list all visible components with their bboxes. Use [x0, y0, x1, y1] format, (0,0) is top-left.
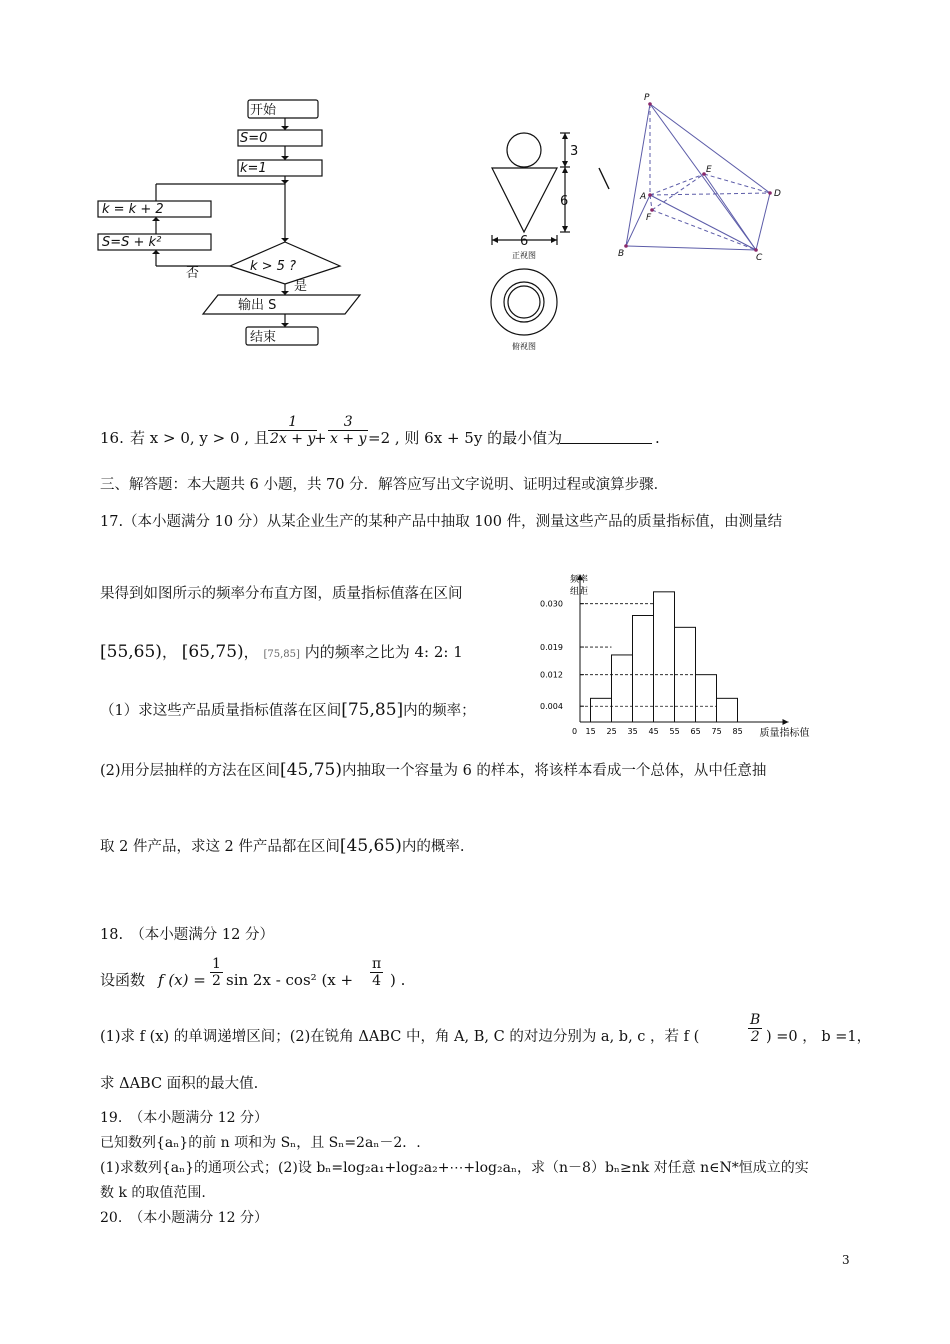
x-axis-label: 质量指标值 — [759, 728, 810, 739]
q17-part2-b: 内抽取一个容量为 6 的样本，将该样本看成一个总体，从中任意抽 — [341, 763, 767, 779]
x-tick-label: 65 — [690, 727, 701, 736]
q17-interval-3: [75,85] — [263, 649, 300, 660]
x-tick-label: 45 — [648, 727, 659, 736]
q18-part1 — [100, 1012, 872, 1062]
q17-part2-interval: [45,75) — [280, 760, 342, 780]
dim-side: 6 — [560, 194, 569, 209]
y-label-bottom: 组距 — [570, 587, 589, 597]
histogram-bar — [612, 655, 633, 722]
q16-plus: + — [314, 429, 327, 447]
q17-ratio-text: 内的频率之比为 — [304, 643, 410, 661]
histogram-bar — [717, 698, 738, 722]
q19-line2: (1)求数列{aₙ}的通项公式；(2)设 bₙ=log₂a₁+log₂a₂+⋯+log₂aₙ，求（n－8）bₙ≥nk 对任意 n∈N*恒成立的实 — [100, 1160, 809, 1176]
q17-part3-b: 内的概率. — [401, 839, 465, 855]
q17-part2 — [100, 760, 766, 781]
flow-no: 否 — [186, 266, 200, 281]
q16-eq: =2 , 则 6x + 5y 的最小值为 — [368, 429, 563, 447]
q18-part2: 求 ΔABC 面积的最大值. — [100, 1076, 259, 1092]
top-view-label: 俯视图 — [512, 342, 536, 351]
q16-answer-blank[interactable] — [560, 429, 652, 444]
q16-num: 16. — [100, 429, 124, 447]
q17-part1-b: 内的频率； — [403, 703, 476, 719]
q18-def-a: 设函数 — [100, 971, 146, 989]
frequency-histogram — [535, 570, 825, 745]
dim-bottom: 6 — [520, 234, 529, 249]
three-view-figure — [480, 125, 590, 355]
q19-title: 19. （本小题满分 12 分） — [100, 1110, 268, 1126]
flow-k-init: k=1 — [240, 161, 267, 176]
q17-part3 — [100, 836, 464, 857]
pyramid-figure — [612, 88, 792, 263]
vertex-e: E — [706, 165, 712, 175]
x-tick-label: 85 — [732, 727, 743, 736]
q19-line1: 已知数列{aₙ}的前 n 项和为 Sₙ，且 Sₙ=2aₙ－2．. — [100, 1135, 421, 1151]
vertex-f: F — [646, 213, 652, 223]
q17-line3: [55,65)， [65,75)， [75,85] 内的频率之比为 4: 2: 1 — [100, 642, 463, 662]
section-3-heading: 三、解答题：本大题共 6 小题，共 70 分．解答应写出文字说明、证明过程或演算步骤． — [100, 477, 669, 493]
q18-def-f: f (x) = — [158, 971, 206, 989]
vertex-c: C — [756, 253, 763, 263]
q16-cond: 若 x > 0, y > 0 , 且 — [130, 429, 269, 447]
q18-title: 18. （本小题满分 12 分） — [100, 927, 274, 943]
q19-line3: 数 k 的取值范围. — [100, 1185, 206, 1201]
x-axis-arrow — [783, 719, 789, 725]
x-tick-label: 15 — [585, 727, 596, 736]
flow-end: 结束 — [250, 330, 277, 345]
q17-interval-1: [55,65) — [100, 642, 162, 662]
y-tick-label: 0.019 — [540, 643, 563, 653]
q17-part3-a: 取 2 件产品，求这 2 件产品都在区间 — [100, 839, 340, 855]
histogram-bar — [654, 592, 675, 722]
q18-frac-b2: B 2 — [750, 1012, 761, 1045]
q17-line2: 果得到如图所示的频率分布直方图，质量指标值落在区间 — [100, 586, 463, 602]
histogram-bar — [591, 698, 612, 722]
flow-output: 输出 S — [238, 298, 277, 313]
x-tick-label: 55 — [669, 727, 680, 736]
x-tick-label: 75 — [711, 727, 722, 736]
q18-frac-half: 1 2 — [212, 956, 221, 989]
q18-part1-text: (1)求 f (x) 的单调递增区间；(2)在锐角 ΔABC 中，角 A, B, C 的对边分别为 a, b, c ，若 f ( — [100, 1029, 700, 1045]
q18-def-b: sin 2x - cos² (x + — [226, 971, 354, 989]
vertex-a: A — [640, 192, 647, 202]
page-number: 3 — [842, 1253, 850, 1267]
y-tick-label: 0.030 — [540, 599, 563, 609]
flow-s-init: S=0 — [240, 131, 268, 146]
q16 — [100, 414, 800, 468]
y-tick-label: 0.004 — [540, 702, 563, 712]
q17-part3-interval: [45,65) — [339, 836, 402, 856]
q16-frac2: 3 x + y — [330, 414, 367, 447]
q17-line1: 17.（本小题满分 10 分）从某企业生产的某种产品中抽取 100 件，测量这些产品的质量指标值，由测量结 — [100, 514, 783, 530]
q16-end: . — [655, 429, 660, 447]
q18-frac-pi: π 4 — [372, 956, 382, 989]
front-view-label: 正视图 — [512, 251, 536, 260]
q17-ratio: 4: 2: 1 — [414, 643, 463, 661]
x-tick-label: 25 — [606, 727, 617, 736]
x-origin-label: 0 — [572, 727, 578, 736]
flow-condition: k > 5 ? — [250, 259, 296, 274]
q18-def-c: ) . — [390, 971, 406, 989]
q17-interval-2: [65,75) — [181, 642, 244, 662]
q17-part1 — [100, 700, 476, 721]
q18-def — [100, 956, 800, 1006]
q16-frac1: 1 2x + y — [270, 414, 316, 447]
flow-start: 开始 — [250, 103, 277, 118]
flow-s-update: S=S + k² — [102, 235, 162, 250]
q20-title: 20. （本小题满分 12 分） — [100, 1210, 268, 1226]
dim-top: 3 — [570, 144, 579, 159]
x-tick-label: 35 — [627, 727, 638, 736]
vertex-p: P — [644, 93, 650, 103]
histogram-bar — [696, 675, 717, 722]
vertex-b: B — [618, 249, 625, 259]
flow-k-update: k = k + 2 — [102, 202, 164, 217]
flow-yes: 是 — [294, 279, 308, 294]
q17-part2-a: (2)用分层抽样的方法在区间 — [100, 763, 281, 779]
vertex-d: D — [774, 189, 781, 199]
q17-part1-interval: [75,85] — [341, 700, 404, 720]
y-tick-label: 0.012 — [540, 670, 563, 680]
flowchart — [90, 90, 380, 355]
q17-part1-a: （1）求这些产品质量指标值落在区间 — [100, 703, 342, 719]
q18-part1-end: ) =0 ， b =1， — [766, 1029, 872, 1045]
y-label-top: 频率 — [570, 575, 589, 585]
